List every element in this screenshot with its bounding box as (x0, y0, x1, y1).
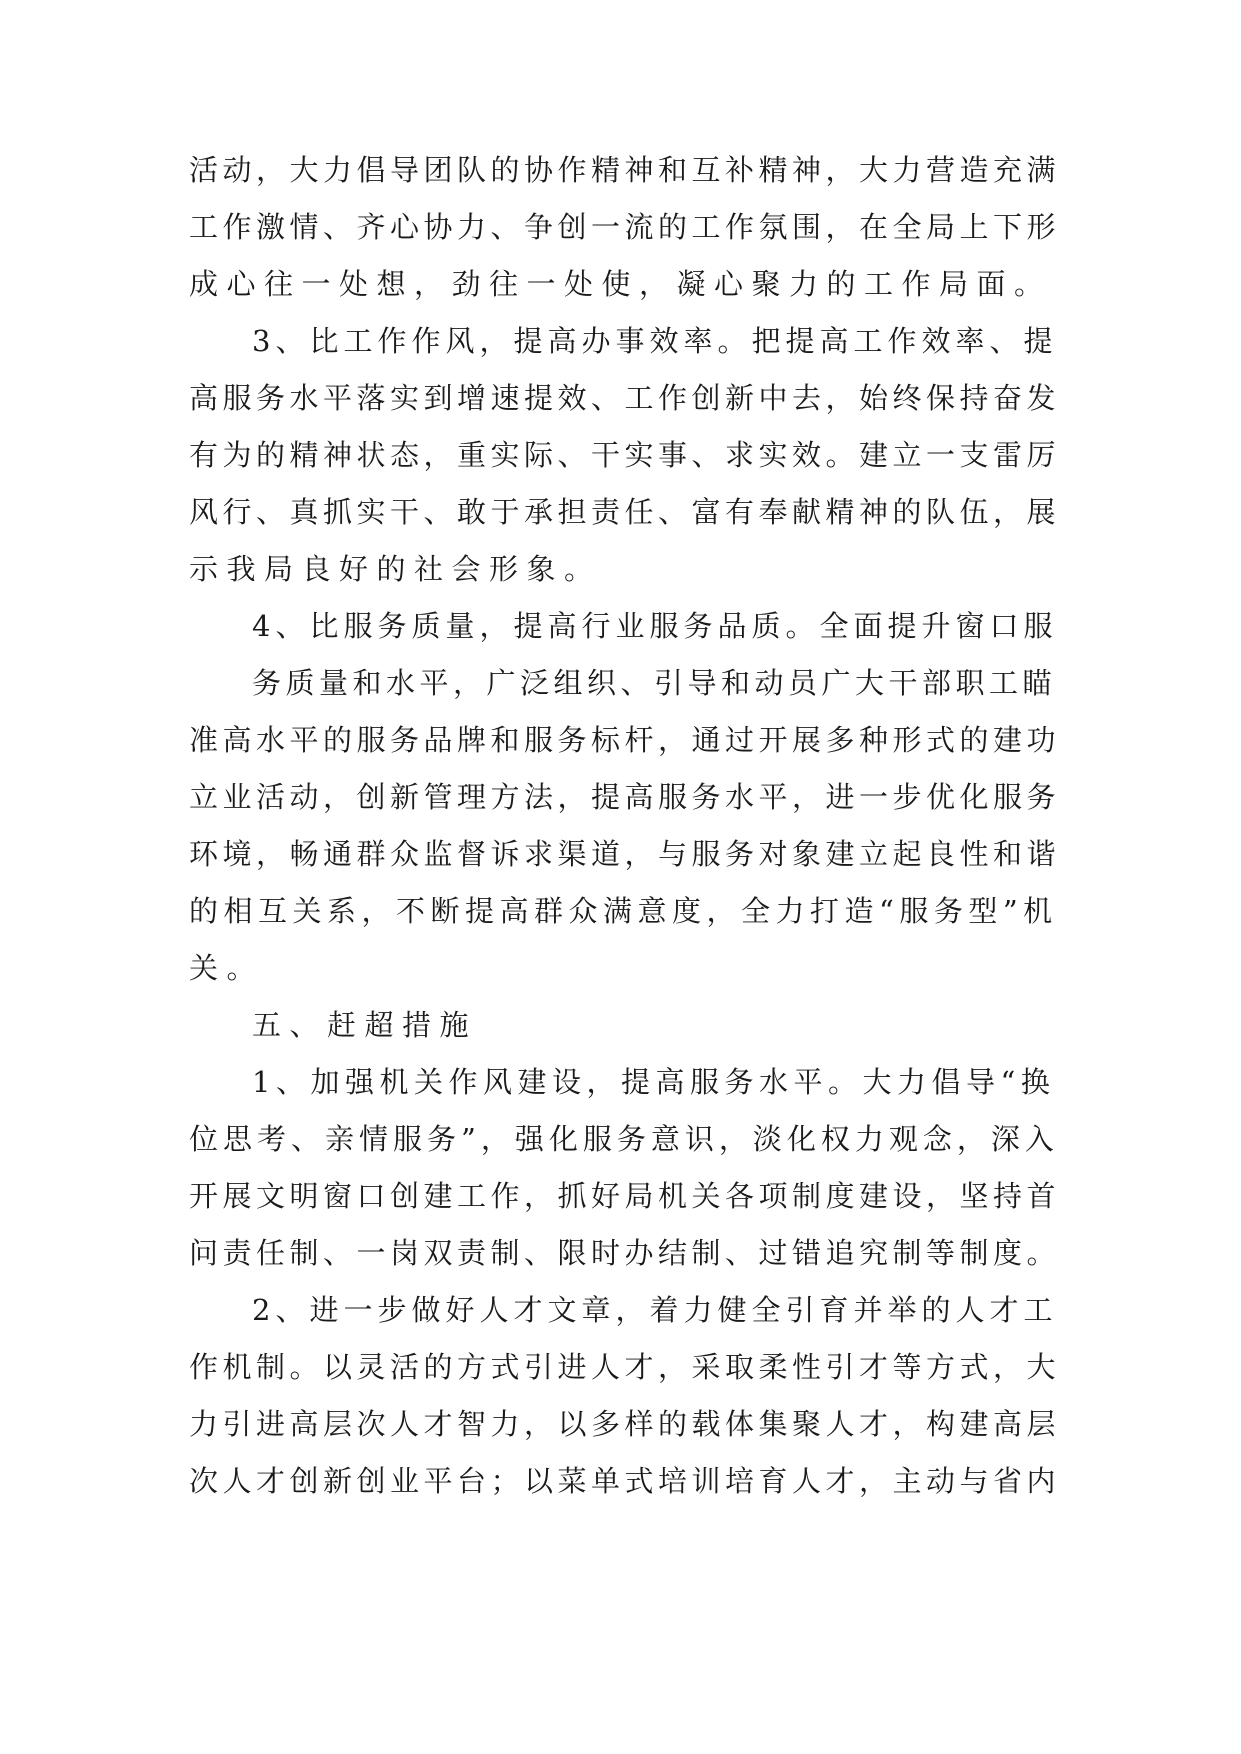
text-line-3: 成心往一处想，劲往一处使，凝心聚力的工作局面。 (189, 267, 1052, 301)
text-line-21: 2、进一步做好人才文章，着力健全引育并举的人才工 (252, 1293, 1058, 1327)
text-line-22: 作机制。以灵活的方式引进人才，采取柔性引才等方式，大 (189, 1350, 1061, 1384)
text-line-24: 次人才创新创业平台；以菜单式培训培育人才，主动与省内 (189, 1464, 1061, 1498)
text-line-8: 示我局良好的社会形象。 (189, 552, 602, 586)
text-line-14: 的相互关系，不断提高群众满意度，全力打造“服务型”机 (189, 894, 1058, 928)
text-line-20: 问责任制、一岗双责制、限时办结制、过错追究制等制度。 (189, 1236, 1061, 1270)
text-line-7: 风行、真抓实干、敢于承担责任、富有奉献精神的队伍，展 (189, 495, 1061, 529)
text-line-19: 开展文明窗口创建工作，抓好局机关各项制度建设，坚持首 (189, 1179, 1061, 1213)
text-line-10: 务质量和水平，广泛组织、引导和动员广大干部职工瞄 (252, 666, 1057, 700)
text-line-9: 4、比服务质量，提高行业服务品质。全面提升窗口服 (252, 609, 1058, 643)
text-line-12: 立业活动，创新管理方法，提高服务水平，进一步优化服务 (189, 780, 1061, 814)
text-line-2: 工作激情、齐心协力、争创一流的工作氛围，在全局上下形 (189, 210, 1061, 244)
text-line-1: 活动，大力倡导团队的协作精神和互补精神，大力营造充满 (189, 153, 1061, 187)
text-line-5: 高服务水平落实到增速提效、工作创新中去，始终保持奋发 (189, 381, 1061, 415)
text-line-18: 位思考、亲情服务”，强化服务意识，淡化权力观念，深入 (189, 1122, 1059, 1156)
section-heading: 五、赶超措施 (252, 1008, 478, 1042)
text-line-13: 环境，畅通群众监督诉求渠道，与服务对象建立起良性和谐 (189, 837, 1061, 871)
text-line-6: 有为的精神状态，重实际、干实事、求实效。建立一支雷厉 (189, 438, 1061, 472)
text-line-11: 准高水平的服务品牌和服务标杆，通过开展多种形式的建功 (189, 723, 1061, 757)
text-line-23: 力引进高层次人才智力，以多样的载体集聚人才，构建高层 (189, 1407, 1061, 1441)
text-line-4: 3、比工作作风，提高办事效率。把提高工作效率、提 (252, 324, 1058, 358)
text-line-15: 关。 (189, 951, 265, 985)
text-line-17: 1、加强机关作风建设，提高服务水平。大力倡导“换 (252, 1065, 1056, 1099)
